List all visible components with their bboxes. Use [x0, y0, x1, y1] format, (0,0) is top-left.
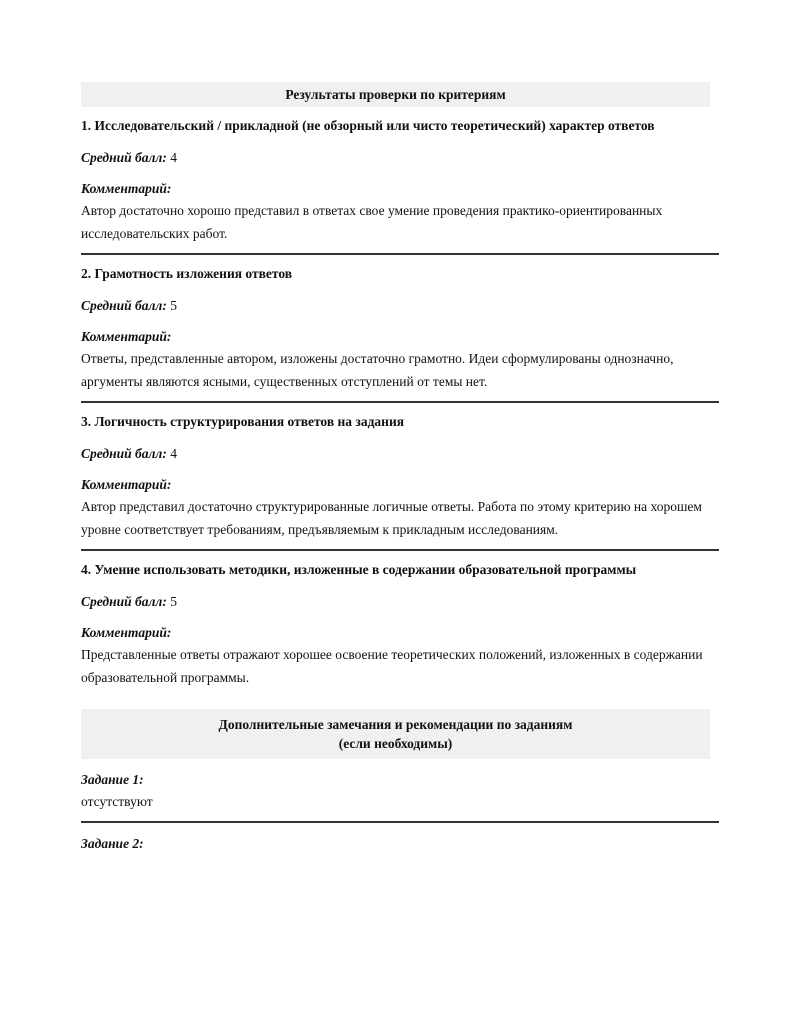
task-text: отсутствуют	[81, 794, 153, 809]
comment-text: Ответы, представленные автором, изложены достаточно грамотно. Идеи сформулированы однозначно, аргументы являются ясными, существенных отступлений от темы нет.	[81, 351, 674, 389]
comment-label: Комментарий:	[81, 625, 172, 640]
task-label: Задание 1:	[81, 772, 144, 787]
score-value: 4	[170, 150, 177, 165]
task-2	[81, 823, 719, 855]
score-label: Средний балл:	[81, 150, 167, 165]
score-line	[81, 443, 719, 465]
score-value: 5	[170, 594, 177, 609]
score-label: Средний балл:	[81, 446, 167, 461]
criterion-title: 3. Логичность структурирования ответов на задания	[81, 414, 405, 429]
criterion-4	[81, 551, 719, 689]
spacer	[81, 689, 719, 709]
comment-text: Автор представил достаточно структурированные логичные ответы. Работа по этому критерию на хорошем уровне соответствует требованиям, предъявляемым к прикладным исследованиям.	[81, 499, 702, 537]
additional-header-line1: Дополнительные замечания и рекомендации по заданиям	[218, 717, 573, 732]
score-label: Средний балл:	[81, 594, 167, 609]
criterion-title: 4. Умение использовать методики, изложенные в содержании образовательной программы	[81, 562, 637, 577]
task-label: Задание 2:	[81, 836, 144, 851]
score-line	[81, 295, 719, 317]
score-value: 4	[170, 446, 177, 461]
criterion-1	[81, 107, 719, 255]
score-label: Средний балл:	[81, 298, 167, 313]
additional-header-line2: (если необходимы)	[338, 736, 453, 751]
results-header: Результаты проверки по критериям	[81, 82, 710, 107]
task-1	[81, 759, 719, 823]
criterion-2	[81, 255, 719, 403]
criterion-title: 1. Исследовательский / прикладной (не обзорный или чисто теоретический) характер ответов	[81, 118, 655, 133]
score-value: 5	[170, 298, 177, 313]
comment-text: Автор достаточно хорошо представил в ответах свое умение проведения практико-ориентированных исследовательских работ.	[81, 203, 663, 241]
comment-label: Комментарий:	[81, 181, 172, 196]
score-line	[81, 591, 719, 613]
comment-label: Комментарий:	[81, 329, 172, 344]
comment-text: Представленные ответы отражают хорошее освоение теоретических положений, изложенных в содержании образовательной программы.	[81, 647, 703, 685]
criterion-title: 2. Грамотность изложения ответов	[81, 266, 293, 281]
document-page	[81, 82, 719, 855]
criterion-3	[81, 403, 719, 551]
score-line	[81, 147, 719, 169]
comment-label: Комментарий:	[81, 477, 172, 492]
additional-header	[81, 709, 710, 759]
